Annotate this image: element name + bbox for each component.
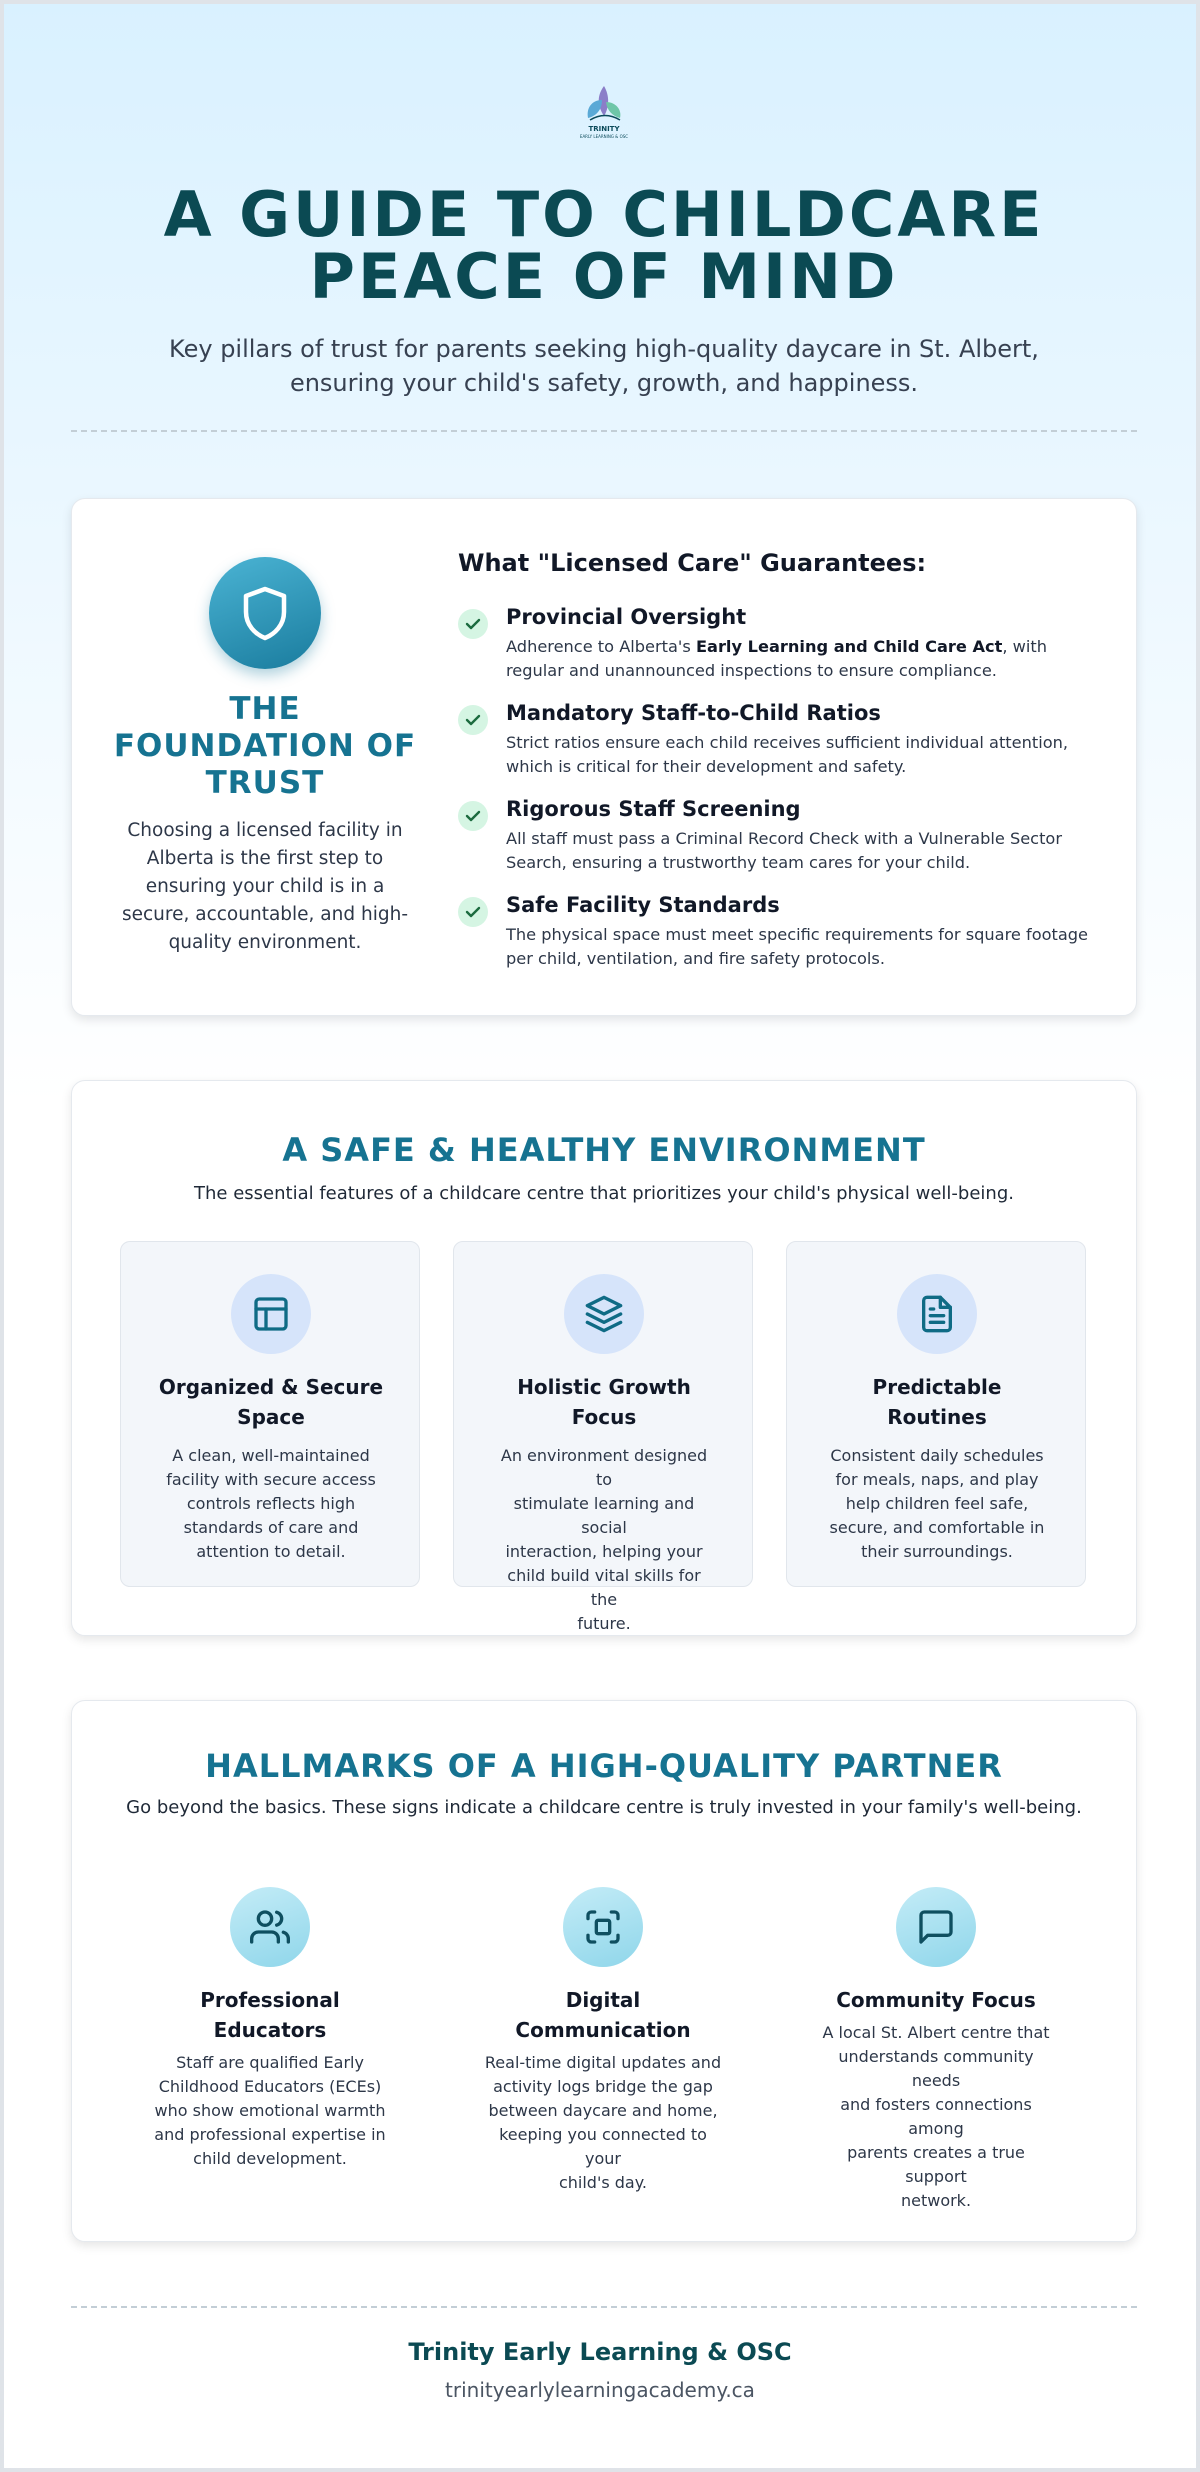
feature-desc-line: facility with secure access — [166, 1470, 376, 1489]
logo-wordmark: TRINITY — [588, 125, 620, 133]
feature-title-line: Organized & Secure — [158, 1375, 384, 1399]
hallmark-desc-line: child development. — [193, 2149, 347, 2168]
layout-icon — [231, 1274, 311, 1354]
feature-card-predictable-routines — [786, 1241, 1086, 1587]
hallmarks-subtitle: Go beyond the basics. These signs indicate a childcare centre is truly invested in your family's well-being. — [126, 1797, 1082, 1818]
foundation-title-line-2: FOUNDATION OF — [113, 728, 417, 764]
footer-organization-name: Trinity Early Learning & OSC — [408, 2338, 792, 2366]
guarantee-description — [506, 635, 1096, 683]
feature-desc-line: for meals, naps, and play — [835, 1470, 1039, 1489]
foundation-text-line: ensuring your child is in a — [145, 876, 385, 897]
page-subtitle — [144, 332, 1064, 400]
hallmark-desc-line: Staff are qualified Early — [176, 2053, 364, 2072]
scan-focus-icon — [563, 1887, 643, 1967]
leaf-bird-logo-icon — [576, 82, 632, 126]
foundation-description — [112, 817, 418, 957]
feature-desc-line: Consistent daily schedules — [830, 1446, 1044, 1465]
feature-title-line: Holistic Growth — [517, 1375, 691, 1399]
document-icon — [897, 1274, 977, 1354]
guarantee-description — [506, 923, 1096, 971]
guarantee-desc-bold: Early Learning and Child Care Act — [695, 637, 1003, 656]
feature-desc-line: secure, and comfortable in — [829, 1518, 1045, 1537]
guarantee-title: Provincial Oversight — [506, 605, 747, 629]
foundation-text-line: quality environment. — [168, 932, 362, 953]
guarantees-heading: What "Licensed Care" Guarantees: — [458, 549, 927, 577]
hallmark-desc-line: network. — [900, 2191, 972, 2210]
feature-description — [161, 1444, 381, 1564]
foundation-title-line-1: THE — [229, 691, 301, 727]
feature-desc-line: their surroundings. — [861, 1542, 1013, 1561]
feature-title — [151, 1372, 391, 1432]
feature-desc-line: A clean, well-maintained — [172, 1446, 370, 1465]
feature-description — [827, 1444, 1047, 1564]
hallmark-desc-line: A local St. Albert centre that — [822, 2023, 1050, 2042]
hallmark-desc-line: Real-time digital updates and — [484, 2053, 722, 2072]
feature-desc-line: future. — [577, 1614, 631, 1633]
foundation-title-line-3: TRUST — [205, 765, 325, 801]
hallmarks-title: HALLMARKS OF A HIGH-QUALITY PARTNER — [205, 1747, 1003, 1785]
guarantee-title: Rigorous Staff Screening — [506, 797, 801, 821]
hallmark-desc-line: Childhood Educators (ECEs) — [158, 2077, 382, 2096]
subtitle-line-1: Key pillars of trust for parents seeking high-quality daycare in St. Albert, — [169, 335, 1039, 363]
page-title-line-2: PEACE OF MIND — [309, 240, 899, 313]
guarantee-title: Safe Facility Standards — [506, 893, 780, 917]
guarantee-desc-line: per child, ventilation, and fire safety protocols. — [506, 949, 886, 968]
header-divider — [71, 430, 1137, 432]
shield-badge — [209, 557, 321, 669]
layers-icon — [564, 1274, 644, 1354]
hallmark-desc-line: and fosters connections among — [840, 2095, 1032, 2138]
feature-title-line: Space — [237, 1405, 305, 1429]
environment-title: A SAFE & HEALTHY ENVIRONMENT — [282, 1131, 926, 1169]
feature-title — [817, 1372, 1057, 1432]
footer-divider — [71, 2306, 1137, 2308]
guarantee-desc-line: All staff must pass a Criminal Record Check with a Vulnerable Sector — [506, 829, 1062, 848]
hallmark-description — [816, 2021, 1056, 2213]
hallmark-title — [806, 1985, 1066, 2015]
hallmark-desc-line: parents creates a true support — [847, 2143, 1025, 2186]
guarantee-desc-line: which is critical for their development and safety. — [506, 757, 907, 776]
check-icon — [458, 609, 488, 639]
check-icon — [458, 897, 488, 927]
hallmark-title — [473, 1985, 733, 2045]
footer-website-link[interactable]: trinityearlylearningacademy.ca — [445, 2378, 755, 2402]
feature-desc-line: help children feel safe, — [845, 1494, 1029, 1513]
feature-title-line: Predictable — [872, 1375, 1002, 1399]
feature-desc-line: attention to detail. — [196, 1542, 346, 1561]
guarantee-desc-text: Adherence to Alberta's — [506, 637, 696, 656]
feature-desc-line: stimulate learning and social — [513, 1494, 695, 1537]
users-icon — [230, 1887, 310, 1967]
feature-card-holistic-growth — [453, 1241, 753, 1633]
feature-title-line: Focus — [571, 1405, 637, 1429]
feature-desc-line: standards of care and — [183, 1518, 359, 1537]
shield-icon — [240, 585, 290, 641]
hallmark-desc-line: and professional expertise in — [154, 2125, 386, 2144]
guarantee-description — [506, 731, 1096, 779]
feature-title — [484, 1372, 724, 1432]
message-icon — [896, 1887, 976, 1967]
foundation-text-line: secure, accountable, and high- — [121, 904, 409, 925]
foundation-text-line: Choosing a licensed facility in — [127, 820, 403, 841]
hallmark-title — [140, 1985, 400, 2045]
environment-card — [71, 1080, 1137, 1636]
page-title — [64, 178, 1144, 313]
page-title-line-1: A GUIDE TO CHILDCARE — [163, 178, 1045, 251]
environment-subtitle: The essential features of a childcare centre that prioritizes your child's physical well-being. — [194, 1183, 1014, 1204]
foundation-title — [102, 691, 428, 802]
hallmark-desc-line: understands community needs — [838, 2047, 1034, 2090]
guarantee-title: Mandatory Staff-to-Child Ratios — [506, 701, 881, 725]
guarantee-desc-line: The physical space must meet specific requirements for square footage — [506, 925, 1088, 944]
feature-desc-line: interaction, helping your — [505, 1542, 703, 1561]
hallmark-desc-line: child's day. — [558, 2173, 648, 2192]
check-icon — [458, 705, 488, 735]
foundation-card — [71, 498, 1137, 1016]
hallmark-desc-line: who show emotional warmth — [154, 2101, 386, 2120]
hallmark-desc-line: activity logs bridge the gap — [493, 2077, 713, 2096]
hallmark-description — [483, 2051, 723, 2195]
hallmark-title-line: Communication — [515, 2018, 691, 2042]
feature-desc-line: child build vital skills for the — [507, 1566, 701, 1609]
trinity-logo — [576, 82, 632, 142]
foundation-text-line: Alberta is the first step to — [146, 848, 384, 869]
feature-card-organized-space — [120, 1241, 420, 1587]
guarantee-desc-line: regular and unannounced inspections to ensure compliance. — [506, 661, 997, 680]
guarantee-desc-text: , with — [1002, 637, 1047, 656]
feature-title-line: Routines — [887, 1405, 987, 1429]
logo-subtext: EARLY LEARNING & OSC — [579, 134, 629, 139]
feature-desc-line: An environment designed to — [500, 1446, 708, 1489]
feature-description — [494, 1444, 714, 1636]
hallmark-title-line: Community Focus — [836, 1988, 1036, 2012]
hallmark-title-line: Educators — [213, 2018, 327, 2042]
hallmark-title-line: Professional — [200, 1988, 340, 2012]
guarantee-desc-line: Search, ensuring a trustworthy team cares for your child. — [506, 853, 971, 872]
feature-desc-line: controls reflects high — [186, 1494, 356, 1513]
subtitle-line-2: ensuring your child's safety, growth, and happiness. — [289, 369, 919, 397]
hallmark-description — [150, 2051, 390, 2171]
guarantee-desc-line: Strict ratios ensure each child receives sufficient individual attention, — [506, 733, 1069, 752]
check-icon — [458, 801, 488, 831]
hallmark-desc-line: keeping you connected to your — [499, 2125, 707, 2168]
hallmarks-card — [71, 1700, 1137, 2242]
hallmark-desc-line: between daycare and home, — [488, 2101, 718, 2120]
guarantee-description — [506, 827, 1096, 875]
hallmark-title-line: Digital — [565, 1988, 641, 2012]
